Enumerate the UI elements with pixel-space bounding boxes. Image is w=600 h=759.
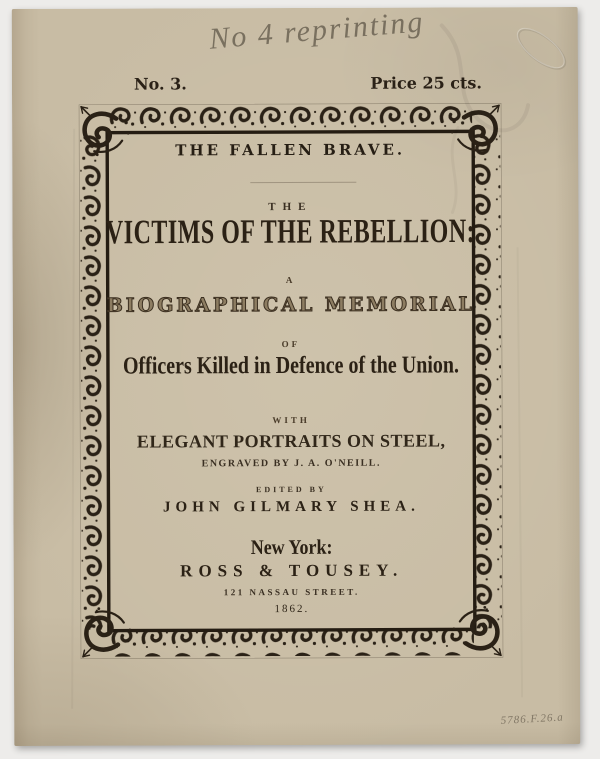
- scanned-title-page: [12, 7, 581, 746]
- dedication-text: Officers Killed in Defence of the Union.: [122, 351, 460, 380]
- main-title: [78, 213, 502, 252]
- publication-year: 1862.: [274, 602, 310, 616]
- shelfmark-note: 5786.F.26.a: [500, 711, 565, 727]
- title-article: THE: [268, 200, 313, 214]
- price-label: Price 25 cts.: [370, 73, 483, 93]
- series-title: THE FALLEN BRAVE.: [175, 140, 406, 160]
- publisher-name: ROSS & TOUSEY.: [180, 560, 404, 581]
- dedication-line: [79, 351, 503, 380]
- editor-name: JOHN GILMARY SHEA.: [162, 498, 420, 516]
- subtitle-article: A: [285, 275, 296, 286]
- imprint-city-text: New York:: [250, 535, 333, 559]
- publisher-address: 121 NASSAU STREET.: [223, 586, 360, 598]
- subtitle: BIOGRAPHICAL MEMORIAL: [106, 293, 475, 317]
- engraver-line: ENGRAVED BY J. A. O'NEILL.: [201, 457, 381, 470]
- imprint-city: [80, 536, 504, 558]
- with-word: WITH: [272, 414, 310, 426]
- edited-by-label: EDITED BY: [255, 484, 327, 495]
- main-title-text: VICTIMS OF THE REBELLION:: [105, 213, 476, 252]
- issue-number: No. 3.: [133, 74, 187, 94]
- subtitle-of: OF: [281, 338, 301, 350]
- features-line: ELEGANT PORTRAITS ON STEEL,: [136, 430, 446, 452]
- handwritten-note: No 4 reprinting: [207, 5, 426, 56]
